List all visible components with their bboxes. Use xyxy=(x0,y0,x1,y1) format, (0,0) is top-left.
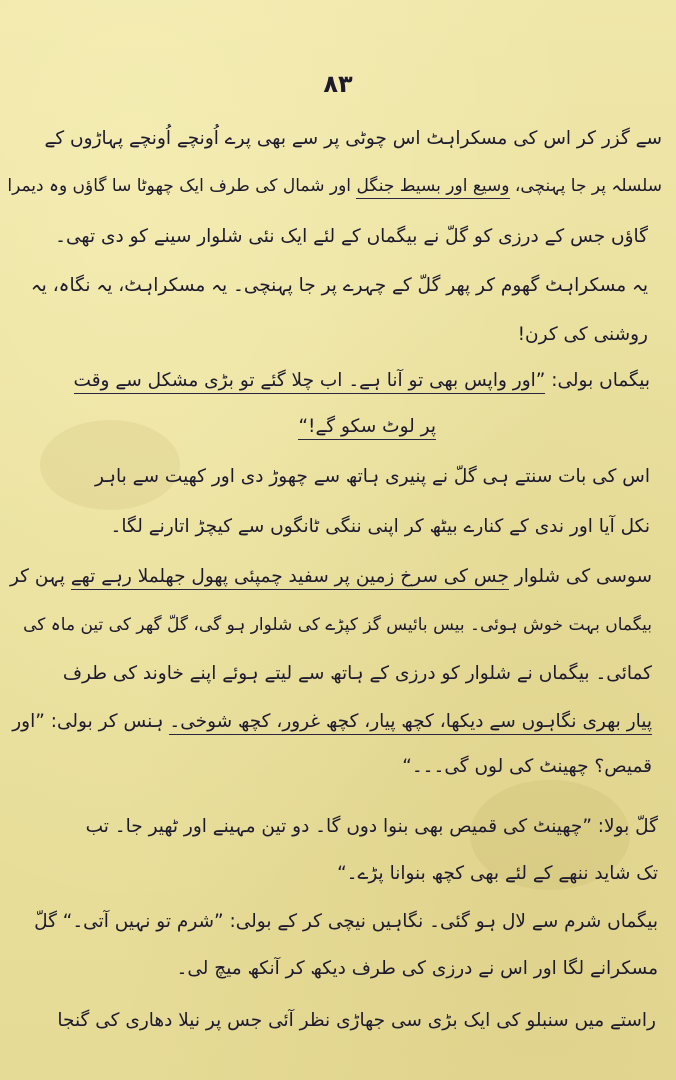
line-text: راستے میں سنبلو کی ایک بڑی سی جھاڑی نظر آئی جس پر نیلا دھاری کی گنجا xyxy=(57,1010,656,1031)
line-text: تک شاید ننھے کے لئے بھی کچھ بنوانا پڑے۔“ xyxy=(337,863,658,884)
line-text: روشنی کی کرن! xyxy=(517,324,648,345)
line-text: کمائی۔ بیگماں نے شلوار کو درزی کے ہاتھ سے لیتے ہوئے اپنے خاوند کی طرف xyxy=(62,663,652,684)
paper-stain xyxy=(40,420,180,510)
text-line-5 xyxy=(518,326,648,345)
text-line-18 xyxy=(177,960,659,979)
text-line-9 xyxy=(111,518,650,537)
underlined-phrase: ”اور واپس بھی تو آنا ہے۔ اب چلا گئے تو بڑی مشکل سے وقت xyxy=(74,370,546,394)
text-line-4 xyxy=(31,277,648,296)
line-text: پہن کر xyxy=(9,566,71,587)
line-text: بیگماں شرم سے لال ہو گئی۔ نگاہیں نیچی کر کے بولی: ”شرم تو نہیں آتی۔“ گلّ xyxy=(34,911,658,932)
line-text: قمیص؟ چھینٹ کی لوں گی۔۔۔“ xyxy=(402,756,652,777)
line-text: بیگماں بولی: xyxy=(545,370,650,391)
text-line-12 xyxy=(63,665,652,684)
text-line-8 xyxy=(95,468,650,487)
text-line-13 xyxy=(12,713,652,732)
text-line-2 xyxy=(7,178,662,195)
line-text: یہ مسکراہٹ گھوم کر پھر گلّ کے چہرے پر جا پہنچی۔ یہ مسکراہٹ، یہ نگاہ، یہ xyxy=(30,275,648,296)
text-line-19 xyxy=(57,1012,656,1031)
text-line-14 xyxy=(402,758,652,777)
underlined-phrase: جس کی سرخ زمین پر سفید چمپئی پھول جھلملا رہے تھے xyxy=(71,566,509,590)
text-line-6 xyxy=(74,372,650,391)
line-text: گاؤں جس کے درزی کو گلّ نے بیگماں کے لئے ایک نئی شلوار سینے کو دی تھی۔ xyxy=(55,226,648,247)
text-line-15 xyxy=(86,818,658,837)
line-text: بیگماں بہت خوش ہوئی۔ بیس بائیس گز کپڑے کی شلوار ہو گی، گلّ گھر کی تین ماہ کی xyxy=(23,615,652,635)
line-text: سے گزر کر اس کی مسکراہٹ اس چوٹی پر سے بھی پرے اُونچے اُونچے پہاڑوں کے xyxy=(44,128,662,149)
text-line-3 xyxy=(55,228,648,247)
text-line-1 xyxy=(45,130,662,149)
text-line-11 xyxy=(23,617,652,634)
text-line-17 xyxy=(34,913,658,932)
underlined-phrase: پر لوٹ سکو گے!“ xyxy=(298,416,436,440)
line-text: نکل آیا اور ندی کے کنارے بیٹھ کر اپنی ننگی ٹانگوں سے کیچڑ اتارنے لگا۔ xyxy=(110,516,650,537)
line-text: سلسلہ پر جا پہنچی، xyxy=(509,176,662,196)
text-line-16 xyxy=(337,865,658,884)
line-text: ہنس کر بولی: ”اور xyxy=(12,711,170,732)
page-number: ۸۳ xyxy=(323,70,353,98)
line-text: گلّ بولا: ”چھینٹ کی قمیص بھی بنوا دوں گا۔ دو تین مہینے اور ٹھیر جا۔ تب xyxy=(85,816,658,837)
line-text: سوسی کی شلوار xyxy=(508,566,652,587)
text-line-7 xyxy=(298,418,436,437)
line-text: مسکرانے لگا اور اس نے درزی کی طرف دیکھ کر آنکھ میچ لی۔ xyxy=(176,958,658,979)
line-text: اور شمال کی طرف ایک چھوٹا سا گاؤں وہ دیمرا xyxy=(7,176,357,196)
text-line-10 xyxy=(10,568,652,587)
underlined-phrase: پیار بھری نگاہوں سے دیکھا، کچھ پیار، کچھ غرور، کچھ شوخی۔ xyxy=(169,711,652,735)
underlined-phrase: وسیع اور بسیط جنگل xyxy=(356,176,509,199)
line-text: اس کی بات سنتے ہی گلّ نے پنیری ہاتھ سے چھوڑ دی اور کھیت سے باہر xyxy=(94,466,650,487)
